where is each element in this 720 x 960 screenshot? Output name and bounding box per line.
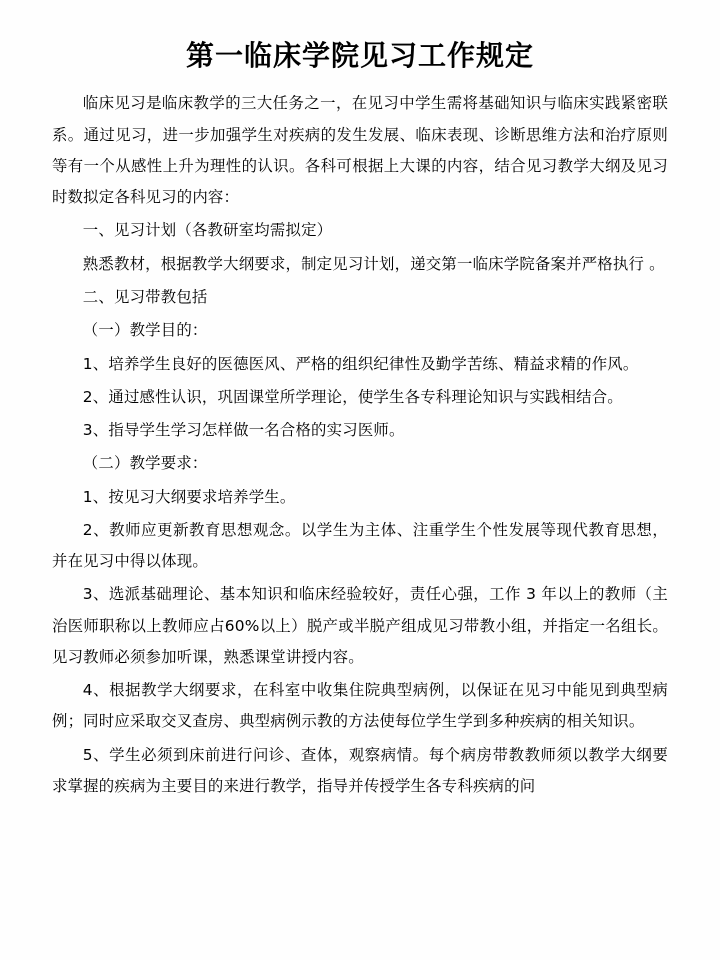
- paragraph-item-1-2: 2、通过感性认识，巩固课堂所学理论，使学生各专科理论知识与实践相结合。: [82, 387, 623, 406]
- paragraph-section-1-heading: 一、见习计划（各教研室均需拟定）: [82, 221, 333, 240]
- paragraph-item-1-3: 3、指导学生学习怎样做一名合格的实习医师。: [82, 421, 405, 440]
- paragraph-item-1-1: 1、培养学生良好的医德医风、严格的组织纪律性及勤学苦练、精益求精的作风。: [82, 354, 639, 373]
- paragraph-item-1-heading: （一）教学目的：: [82, 321, 208, 340]
- paragraph-item-2-5: 5、学生必须到床前进行问诊、查体，观察病情。每个病房带教教师须以教学大纲要求掌握的疾病为主要目的来进行教学，指导并传授学生各专科疾病的问: [52, 745, 668, 795]
- paragraph-item-2-2: 2、教师应更新教育思想观念。以学生为主体、注重学生个性发展等现代教育思想，并在见习中得以体现。: [52, 520, 668, 571]
- paragraph-section-2-heading: 二、见习带教包括: [82, 287, 208, 306]
- paragraph-item-2-4: 4、根据教学大纲要求，在科室中收集住院典型病例，以保证在见习中能见到典型病例；同时应采取交叉查房、典型病例示教的方法使每位学生学到多种疾病的相关知识。: [52, 681, 668, 731]
- paragraph-item-2-3: 3、选派基础理论、基本知识和临床经验较好，责任心强，工作 3 年以上的教师（主治医师职称以上教师应占60%以上）脱产或半脱产组成见习带教小组，并指定一名组长。见习教师必须参加听课，熟悉课堂讲授内容。: [52, 585, 668, 666]
- page-title: 第一临床学院见习工作规定: [185, 39, 534, 72]
- paragraph-item-2-heading: （二）教学要求：: [82, 454, 208, 473]
- document-body: [52, 88, 668, 802]
- paragraph-section-1-body: 熟悉教材，根据教学大纲要求，制定见习计划，递交第一临床学院备案并严格执行 。: [82, 254, 665, 273]
- paragraph-intro: 临床见习是临床教学的三大任务之一，在见习中学生需将基础知识与临床实践紧密联系。通过见习，进一步加强学生对疾病的发生发展、临床表现、诊断思维方法和治疗原则等有一个从感性上升为理性的认识。各科可根据上大课的内容，结合见习教学大纲及见习时数拟定各科见习的内容：: [52, 94, 668, 207]
- paragraph-item-2-1: 1、按见习大纲要求培养学生。: [82, 487, 296, 506]
